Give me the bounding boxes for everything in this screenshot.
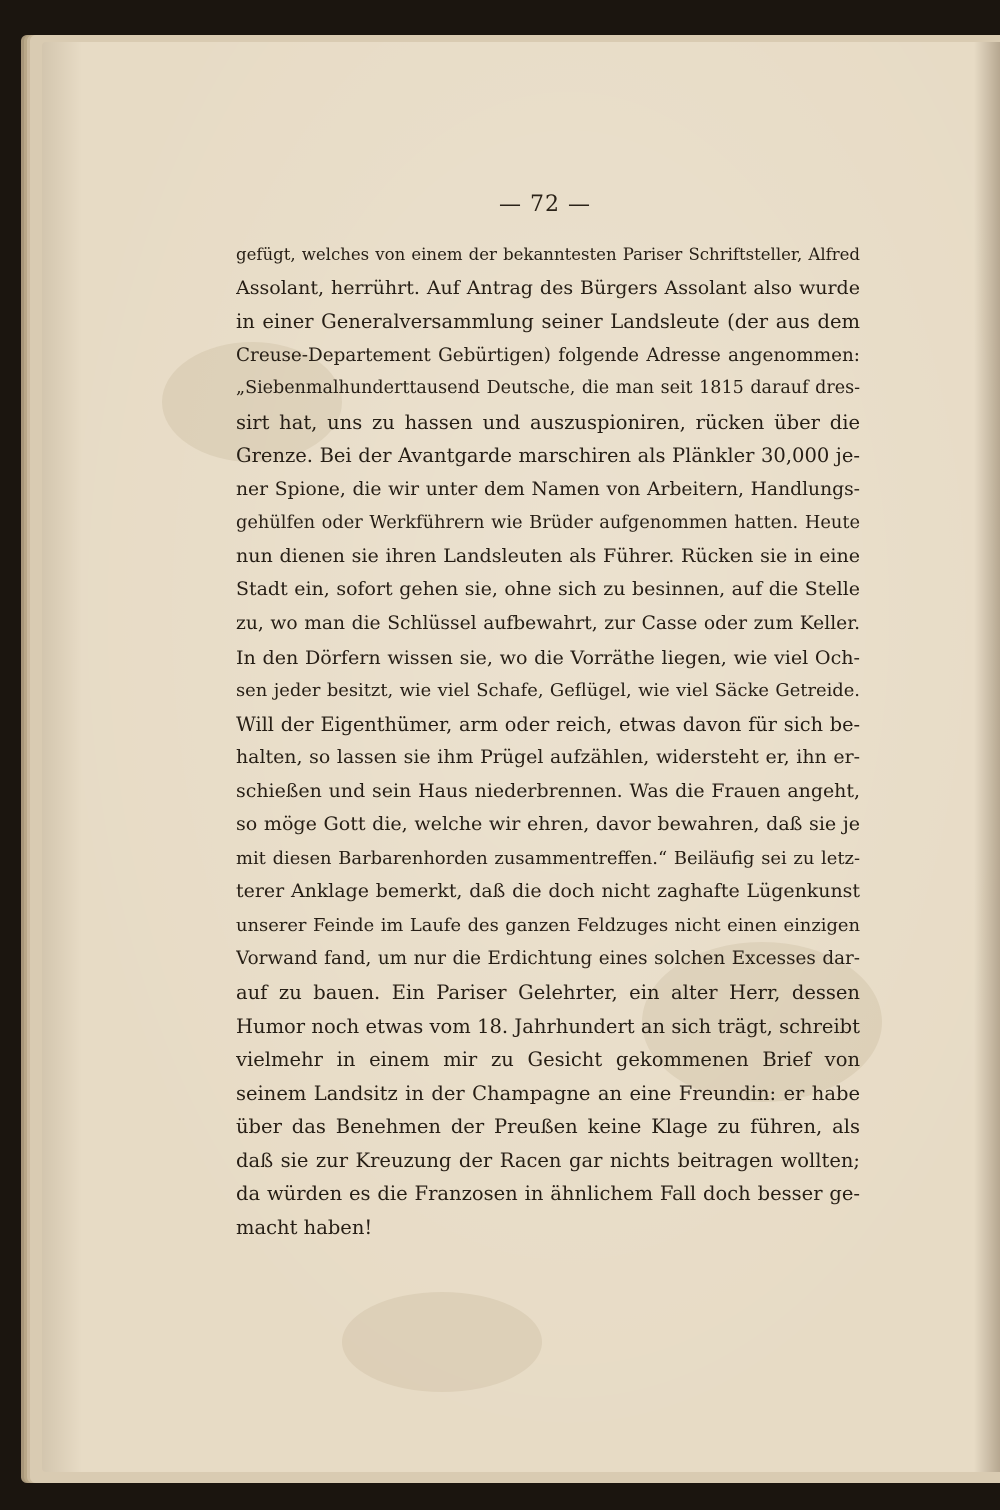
text-line: seinem Landsitz in der Champagne an eine Freundin: er habe	[236, 1081, 860, 1105]
text-line: Vorwand fand, um nur die Erdichtung eines solchen Excesses dar-	[236, 948, 860, 970]
text-line: Assolant, herrührt. Auf Antrag des Bürgers Assolant also wurde	[236, 276, 860, 299]
text-line: „Siebenmalhunderttausend Deutsche, die man seit 1815 darauf dres-	[236, 378, 860, 399]
text-line: Stadt ein, sofort gehen sie, ohne sich zu besinnen, auf die Stelle	[236, 578, 860, 601]
text-line: macht haben!	[236, 1215, 373, 1239]
text-line: in einer Generalversammlung seiner Landsleute (der aus dem	[236, 310, 860, 334]
text-line: da würden es die Franzosen in ähnlichem Fall doch besser ge-	[236, 1182, 860, 1206]
page-body-text	[236, 238, 860, 1244]
text-line: terer Anklage bemerkt, daß die doch nicht zaghafte Lügenkunst	[236, 880, 860, 903]
text-line: sen jeder besitzt, wie viel Schafe, Geflügel, wie viel Säcke Getreide.	[236, 680, 860, 702]
text-line: ner Spione, die wir unter dem Namen von Arbeitern, Handlungs-	[236, 478, 860, 500]
page-number: — 72 —	[499, 192, 591, 217]
text-line: mit diesen Barbarenhorden zusammentreffen.“ Beiläufig sei zu letz-	[236, 847, 860, 869]
paper-stain	[342, 1292, 542, 1392]
text-line: sirt hat, uns zu hassen und auszuspioniren, rücken über die	[236, 410, 860, 434]
text-line: unserer Feinde im Laufe des ganzen Feldzuges nicht einen einzigen	[236, 914, 860, 936]
text-line: schießen und sein Haus niederbrennen. Was die Frauen angeht,	[236, 779, 860, 802]
text-line: Will der Eigenthümer, arm oder reich, etwas davon für sich be-	[236, 712, 860, 736]
text-line: über das Benehmen der Preußen keine Klage zu führen, als	[236, 1115, 860, 1139]
text-line: auf zu bauen. Ein Pariser Gelehrter, ein alter Herr, dessen	[236, 981, 860, 1005]
text-line: Grenze. Bei der Avantgarde marschiren als Plänkler 30,000 je-	[236, 444, 860, 468]
gutter-shadow	[974, 42, 1000, 1472]
text-line: In den Dörfern wissen sie, wo die Vorräthe liegen, wie viel Och-	[236, 645, 860, 669]
text-line: daß sie zur Kreuzung der Racen gar nichts beitragen wollten;	[236, 1148, 860, 1172]
text-line: vielmehr in einem mir zu Gesicht gekommenen Brief von	[236, 1048, 860, 1072]
text-line: gehülfen oder Werkführern wie Brüder aufgenommen hatten. Heute	[236, 512, 860, 534]
text-line: Creuse-Departement Gebürtigen) folgende Adresse angenommen:	[236, 344, 860, 366]
text-line: nun dienen sie ihren Landsleuten als Führer. Rücken sie in eine	[236, 544, 860, 567]
text-line: zu, wo man die Schlüssel aufbewahrt, zur Casse oder zum Keller.	[236, 613, 860, 635]
text-line: gefügt, welches von einem der bekanntesten Pariser Schriftsteller, Alfred	[236, 245, 860, 264]
text-line: halten, so lassen sie ihm Prügel aufzählen, widersteht er, ihn er-	[236, 746, 860, 769]
text-line: so möge Gott die, welche wir ehren, davor bewahren, daß sie je	[236, 813, 860, 836]
text-line: Humor noch etwas vom 18. Jahrhundert an sich trägt, schreibt	[236, 1014, 860, 1038]
